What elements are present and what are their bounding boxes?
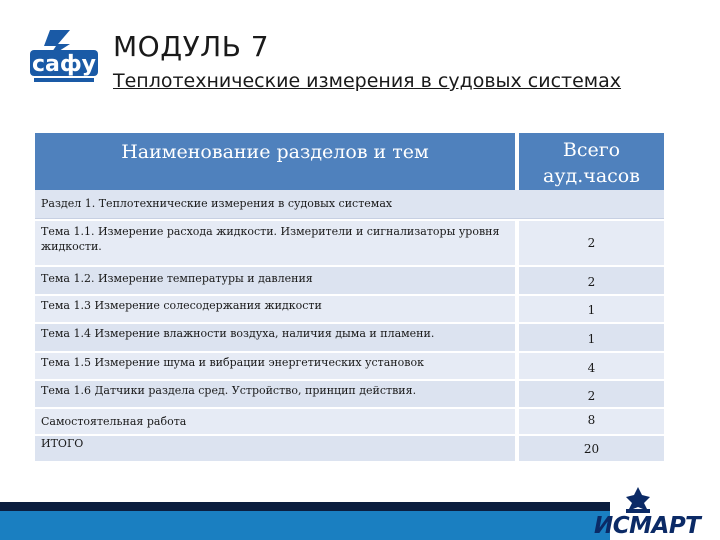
module-subtitle	[113, 70, 673, 93]
table-row	[35, 381, 664, 407]
row-topic: Самостоятельная работа	[35, 409, 515, 434]
row-hours: 2	[519, 381, 664, 407]
header-total	[519, 133, 664, 190]
header-total-line2: ауд.часов	[543, 165, 640, 187]
module-title: МОДУЛЬ 7	[113, 30, 270, 63]
header-name: Наименование разделов и тем	[35, 133, 515, 190]
logo-ship-emblem	[626, 487, 650, 511]
row-hours: 2	[519, 221, 664, 265]
section-row-label: Раздел 1. Теплотехнические измерения в судовых системах	[35, 190, 664, 219]
row-hours: 20	[519, 436, 664, 461]
row-hours: 8	[519, 409, 664, 434]
header-total-line1: Всего	[562, 139, 621, 161]
table-row	[35, 221, 664, 265]
row-hours: 1	[519, 296, 664, 322]
footer-bar-blue	[0, 511, 610, 540]
row-topic: ИТОГО	[35, 436, 515, 461]
table-row	[35, 267, 664, 294]
ismart-logo-text: ИСМАРТ	[594, 513, 701, 539]
safu-logo	[30, 28, 98, 86]
footer-bar-dark	[0, 502, 610, 511]
row-hours: 4	[519, 353, 664, 379]
logo-text: сафу	[31, 52, 97, 77]
row-topic: Тема 1.4 Измерение влажности воздуха, наличия дыма и пламени.	[35, 324, 515, 351]
row-hours: 2	[519, 267, 664, 294]
table-row	[35, 409, 664, 434]
section-row	[35, 190, 664, 219]
row-topic: Тема 1.1. Измерение расхода жидкости. Измерители и сигнализаторы уровня жидкости.	[35, 221, 515, 265]
row-hours: 1	[519, 324, 664, 351]
table-row	[35, 324, 664, 351]
row-topic: Тема 1.3 Измерение солесодержания жидкости	[35, 296, 515, 322]
row-topic: Тема 1.2. Измерение температуры и давления	[35, 267, 515, 294]
table-row	[35, 296, 664, 322]
row-topic: Тема 1.6 Датчики раздела сред. Устройство, принцип действия.	[35, 381, 515, 407]
logo-underline	[34, 78, 94, 82]
table-row	[35, 353, 664, 379]
table-row	[35, 436, 664, 461]
module-subtitle-text: Теплотехнические измерения в судовых системах	[113, 70, 622, 92]
row-topic: Тема 1.5 Измерение шума и вибрации энергетических установок	[35, 353, 515, 379]
